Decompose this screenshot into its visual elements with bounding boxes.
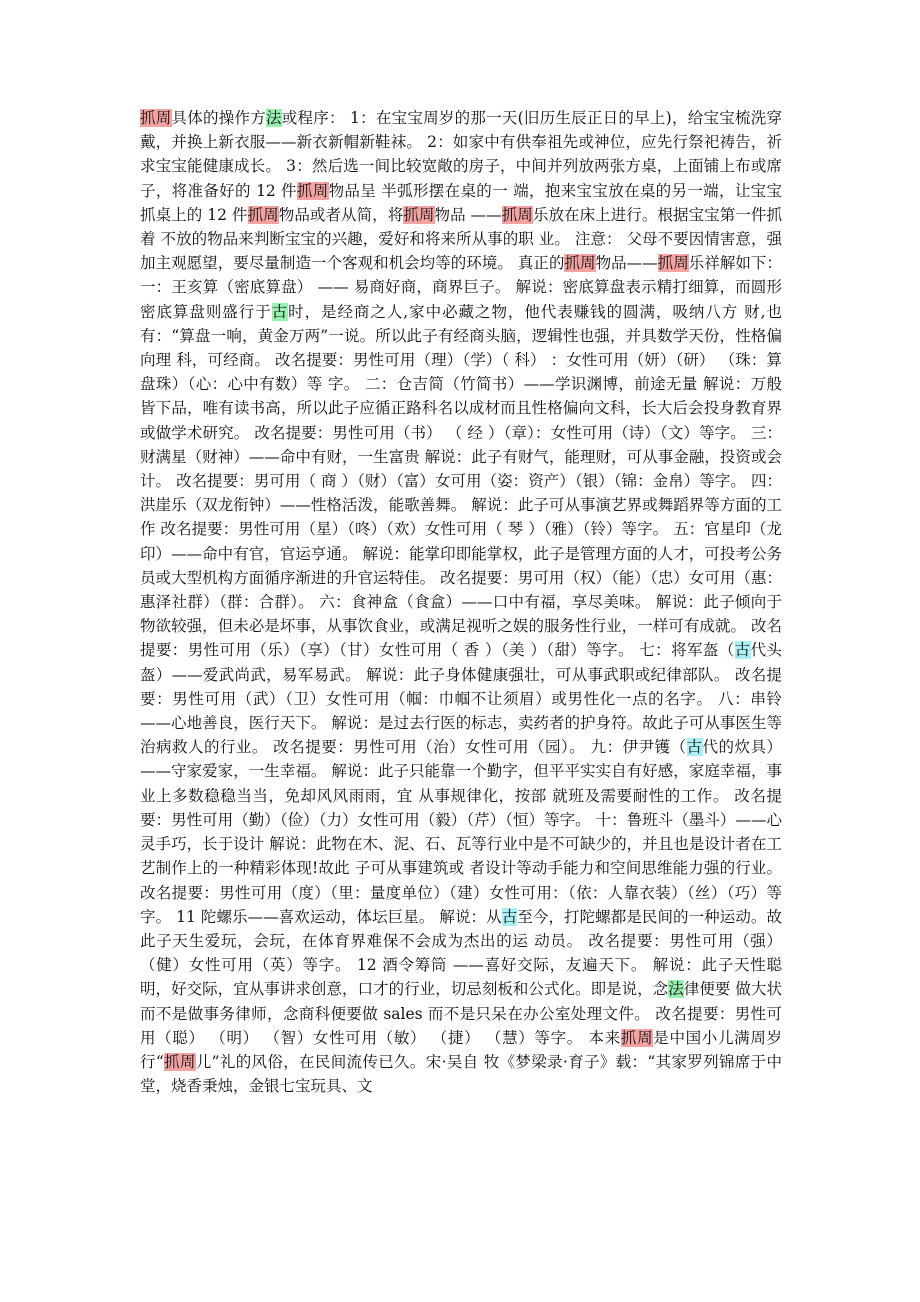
highlighted-keyword: 古 <box>686 738 703 757</box>
highlighted-keyword: 抓周 <box>403 205 435 224</box>
highlighted-keyword: 法 <box>266 109 282 127</box>
text-run: 代的炊具）——守家爱家，一生幸福。 解说：此子只能靠一个勤字，但平平实实自有好感，家庭幸福，事业上多数稳稳当当，免却风风雨雨，宜 从事规律化，按部 就班及需要耐性的工作。 改名提要：男性可用（勤）（俭）（力）女性可用（毅）（芹）（恒）等字。 十：鲁班斗（墨斗）——心灵手巧，长于设计 解说：此物在木、泥、石、瓦等行业中是不可缺少的，并且也是设计者在工艺制作上的一种精彩体现!故此 子可从事建筑或 者设计等动手能力和空间思维能力强的行业。 改名提要：男性可用（度）（里：量度单位）（建）女性可用：（依：人靠衣装）（丝）（巧）等字。 11 陀螺乐——喜欢运动，体坛巨星。 解说：从 <box>140 738 782 926</box>
text-run: 乐祥解如下： 一：王亥算（密底算盘） —— 易商好商，商界巨子。 解说：密底算盘表示精打细算，而圆形密底算盘则盛行于 <box>140 254 782 321</box>
text-run: 物品—— <box>595 254 658 273</box>
text-run: 是中国小儿满周岁行“ <box>140 1028 782 1071</box>
text-run: 时，是经商之人,家中必藏之物，他代表赚钱的圆满，吸纳八方 财,也有：“算盘一响，黄金万两”一说。所以此子有经商头脑，逻辑性也强，并具数学天份，性格偏向理 科，可经商。 改名提要：男性可用（理）（学）（ 科） ：女性可用（妍）（研） （珠：算盘珠）（心：心中有数）等 字。 二：仓吉简（竹简书）——学识渊博，前途无量 解说：万般皆下品，唯有读书高，所以此子应循正路科名以成材而且性格偏向文科，长大后会投身教育界 或做学术研究。 改名提要：男性可用（书） （ 经 ）（章）：女性可用（诗）（文）等字。 三：财满星（财神）——命中有财，一生富贵 解说：此子有财气，能理财，可从事金融，投资或会计。 改名提要：男可用（ 商 ）（财）（富）女可用（姿：资产）（银）（锦：金帛）等字。 四： 洪崖乐（双龙衔钟）——性格活泼，能歌善舞。 解说：此子可从事演艺界或舞蹈界等方面的工作 改名提要：男性可用（星）（咚）（欢）女性可用（ 琴 ）（雅）（铃）等字。 五：官星印（龙印）——命中有官，官运亨通。 解说：能掌印即能掌权，此子是管理方面的人才，可投考公务员或大型机构方面循序渐进的升官运特佳。 改名提要：男可用（权）（能）（忠）女可用（惠：惠泽社群）（群：合群）。 六：食神盒（食盒）——口中有福，享尽美味。 解说：此子倾向于物欲较强，但未必是坏事，从事饮食业，或满足视听之娱的服务性行业，一样可有成就。 改名提要：男性可用（乐）（享）（甘）女性可用（ 香 ）（美 ）（甜）等字。 七：将军盔（ <box>140 302 782 660</box>
highlighted-keyword: 抓周 <box>296 181 329 200</box>
text-run: 或程序： 1：在宝宝周岁的那一天(旧历生辰正日的早上)，给宝宝梳洗穿戴，并换上新衣服——新衣新帽新鞋袜。 2：如家中有供奉祖先或神位，应先行祭祀祷告，祈求宝宝能健康成长。 3：然后选一间比较宽敞的房子，中间并列放两张方桌，上面铺上布或席子，将准备好的 12 件 <box>140 109 782 200</box>
highlighted-keyword: 抓周 <box>163 1052 196 1071</box>
text-run: 物品或者从简，将 <box>278 205 404 224</box>
highlighted-keyword: 抓周 <box>247 205 279 224</box>
document-body-text <box>140 106 782 1098</box>
text-run: 至今，打陀螺都是民间的一种运动。故此子天生爱玩，会玩，在体育界难保不会成为杰出的运 动员。 改名提要：男性可用（强）（健）女性可用（英）等字。 12 酒令筹筒 ——喜好交际，友遍天下。 解说：此子天性聪明，好交际，宜从事讲求创意，口才的行业，切忌刻板和公式化。即是说，念 <box>140 907 782 999</box>
highlighted-keyword: 抓周 <box>140 109 172 127</box>
text-run: 代头盔）——爱武尚武，易军易武。 解说：此子身体健康强壮，可从事武职或纪律部队。 改名提要：男性可用（武）（卫）女性可用（帼：巾帼不让须眉）或男性化一点的名字。 八：串铃 ——心地善良，医行天下。 解说：是过去行医的标志，卖药者的护身符。故此子可从事医生等治病救人的行业。 改名提要：男性可用（治）女性可用（园）。 九：伊尹镬（ <box>140 641 782 757</box>
text-run: 儿”礼的风俗，在民间流传已久。宋·吴自 牧《梦梁录·育子》载：“其家罗列锦席于中堂，烧香秉烛，金银七宝玩具、文 <box>140 1052 782 1096</box>
text-run: 物品 —— <box>434 205 502 224</box>
text-run: 乐放在床上进行。根据宝宝第一件抓着 不放的物品来判断宝宝的兴趣，爱好和将来所从事的职 业。 注意： 父母不要因情害意，强加主观愿望，要尽量制造一个客观和机会均等的环境。 真正的 <box>140 205 782 273</box>
highlighted-keyword: 古 <box>501 907 518 926</box>
highlighted-keyword: 古 <box>734 641 751 660</box>
highlighted-keyword: 抓周 <box>501 205 533 224</box>
highlighted-keyword: 法 <box>668 980 684 999</box>
highlighted-keyword: 抓周 <box>564 254 596 273</box>
text-run: 律便要 做大状而不是做事务律师，念商科便要做 sales 而不是只呆在办公室处理文件。 改名提要：男性可用（聪） （明） （智）女性可用（敏） （捷） （慧）等字。 本来 <box>140 980 782 1047</box>
highlighted-keyword: 古 <box>271 302 289 321</box>
highlighted-keyword: 抓周 <box>657 254 689 273</box>
highlighted-keyword: 抓周 <box>620 1028 654 1047</box>
text-run: 物品呈 半弧形摆在桌的一 端，抱来宝宝放在桌的另一端，让宝宝抓桌上的 12 件 <box>140 181 783 224</box>
text-run: 具体的操作方 <box>171 109 267 127</box>
